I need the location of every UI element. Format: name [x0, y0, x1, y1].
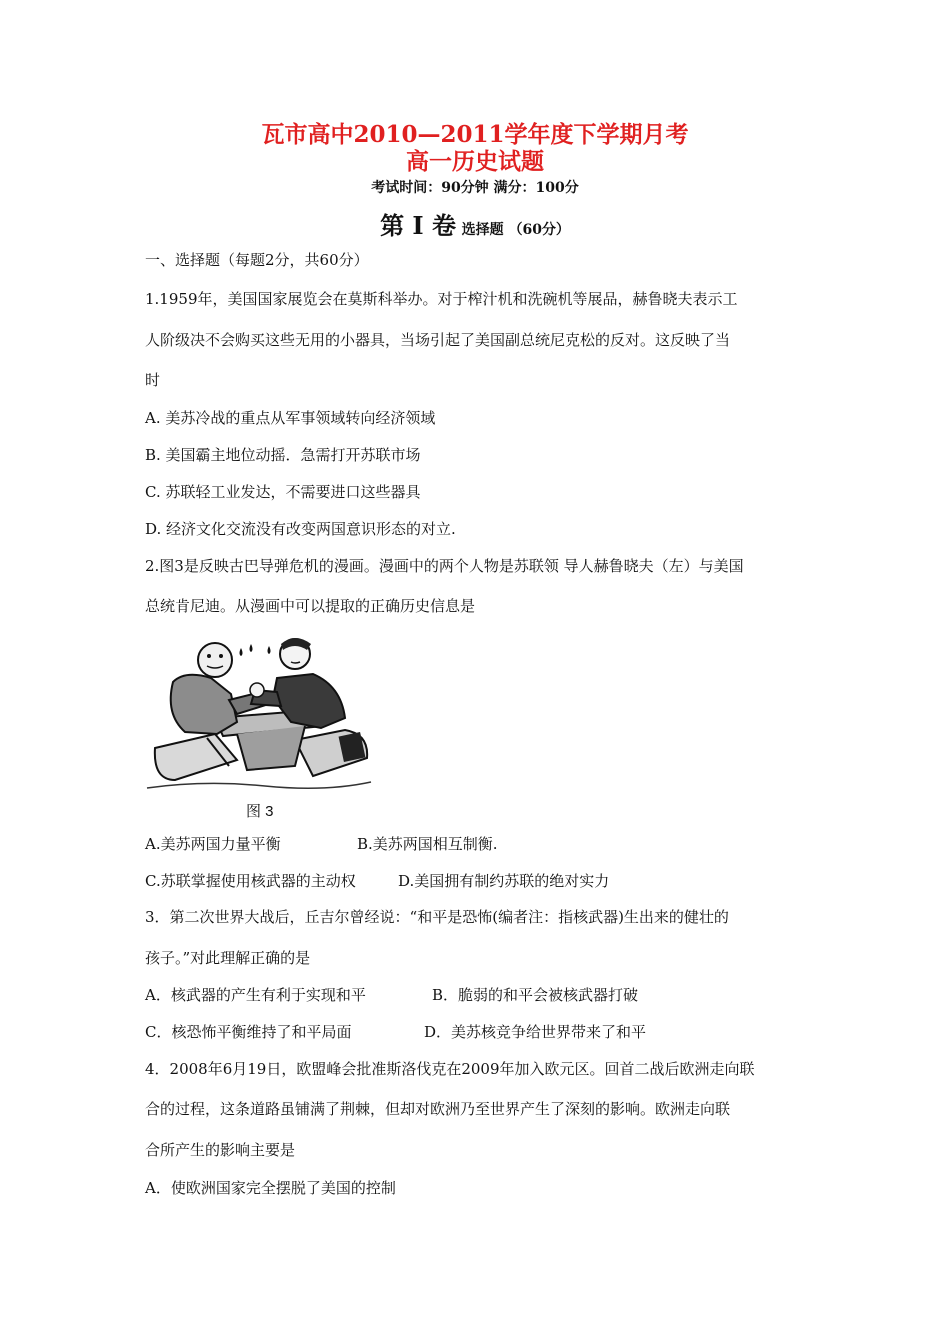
- section-subtitle: 选择题 （60分）: [461, 222, 570, 238]
- section-title: 第 I 卷: [380, 211, 456, 240]
- cartoon-figure: [145, 630, 373, 800]
- q2-option-a: A.美苏两国力量平衡: [145, 835, 281, 853]
- q1-stem-line: 1.1959年，美国国家展览会在莫斯科举办。对于榨汁机和洗碗机等展品，赫鲁晓夫表示工: [145, 290, 738, 308]
- cartoon-illustration: [145, 630, 373, 800]
- q2-option-b: B.美苏两国相互制衡.: [357, 835, 498, 853]
- q3-option-d: D．美苏核竞争给世界带来了和平: [424, 1023, 647, 1041]
- q4-stem-line: 4．2008年6月19日，欧盟峰会批准斯洛伐克在2009年加入欧元区。回首二战后欧洲走向联: [145, 1060, 755, 1078]
- q4-stem-line: 合的过程，这条道路虽铺满了荆棘，但却对欧洲乃至世界产生了深刻的影响。欧洲走向联: [145, 1100, 731, 1118]
- q3-option-c: C．核恐怖平衡维持了和平局面: [145, 1023, 352, 1041]
- part-title: 一、选择题（每题2分，共60分）: [145, 251, 369, 269]
- exam-title: 瓦市高中2010—2011学年度下学期月考: [261, 121, 689, 148]
- q4-stem-line: 合所产生的影响主要是: [145, 1141, 296, 1159]
- q4-option-a: A．使欧洲国家完全摆脱了美国的控制: [145, 1179, 396, 1197]
- q1-stem-line: 人阶级决不会购买这些无用的小器具，当场引起了美国副总统尼克松的反对。这反映了当: [145, 331, 731, 349]
- section-heading: [0, 209, 950, 247]
- q3-stem-line: 3．第二次世界大战后，丘吉尔曾经说：“和平是恐怖(编者注：指核武器)生出来的健壮的: [145, 908, 729, 926]
- q2-stem-line: 2.图3是反映古巴导弹危机的漫画。漫画中的两个人物是苏联领 导人赫鲁晓夫（左）与美国: [145, 557, 744, 575]
- q1-option-d: D. 经济文化交流没有改变两国意识形态的对立.: [145, 520, 456, 538]
- q1-stem-line: 时: [145, 371, 161, 389]
- q2-stem-line: 总统肯尼迪。从漫画中可以提取的正确历史信息是: [145, 597, 476, 615]
- q2-option-c: C.苏联掌握使用核武器的主动权: [145, 872, 356, 890]
- q1-option-c: C. 苏联轻工业发达，不需要进口这些器具: [145, 483, 421, 501]
- q1-option-a: A. 美苏冷战的重点从军事领域转向经济领域: [145, 409, 436, 427]
- q2-option-d: D.美国拥有制约苏联的绝对实力: [398, 872, 610, 890]
- exam-meta: 考试时间：90分钟 满分：100分: [371, 180, 579, 196]
- q3-stem-line: 孩子。”对此理解正确的是: [145, 949, 311, 967]
- q1-option-b: B. 美国霸主地位动摇．急需打开苏联市场: [145, 446, 421, 464]
- q3-option-b: B．脆弱的和平会被核武器打破: [432, 986, 639, 1004]
- figure-caption: 图 3: [246, 803, 274, 820]
- q3-option-a: A．核武器的产生有利于实现和平: [145, 986, 366, 1004]
- exam-subtitle: 高一历史试题: [406, 148, 544, 175]
